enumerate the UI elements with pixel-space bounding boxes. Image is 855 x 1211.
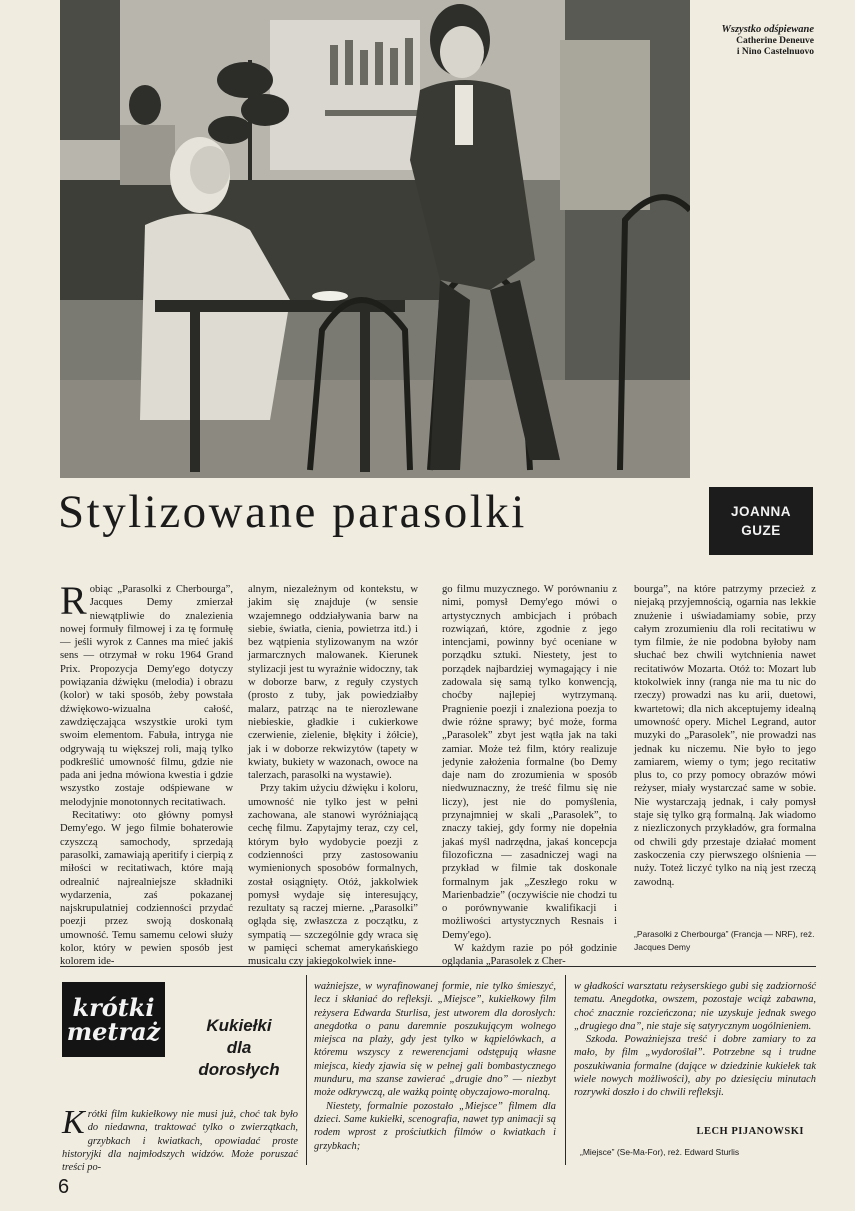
author-last-name: GUZE xyxy=(741,523,781,538)
paragraph: ważniejsze, w wyrafinowanej formie, nie tylko śmieszyć, lecz i skłaniać do refleksji. „Miejsce”, kukiełkowy film reżysera Edwarda Sturlisa, jest utworem dla dorosłych: anegdotka o panu daremnie poszukującym wolnego miejsca na plaży, gdy jest tylko w kąpielówkach, a któremu wszyscy z rewerencjami odstępują własne miejsca, kiedy zjawia się w pełnej gali bombastycznego munduru, ma szanse zawierać „drugie dno” — niezbyt może odkrywczą, ale ważką pointę obyczajowo-moralną. xyxy=(314,981,556,1099)
film-caption: „Parasolki z Cherbourga” (Francja — NRF), reż. Jacques Demy xyxy=(634,929,815,952)
logo-line: krótki xyxy=(72,992,155,1022)
subtitle-line: Kukiełki xyxy=(206,1016,272,1035)
paragraph: Niestety, formalnie pozostało „Miejsce” filmem dla dzieci. Same kukiełki, scenografia, nawet typ animacji są rodem wprost z prościutkich filmów o kwiatkach i grzybkach; xyxy=(314,1100,556,1152)
section-subtitle xyxy=(190,1015,288,1081)
column-divider xyxy=(565,975,566,1165)
page-number: 6 xyxy=(58,1176,70,1198)
drop-cap: R xyxy=(60,578,87,623)
column-divider xyxy=(306,975,307,1165)
paragraph: Szkoda. Poważniejsza treść i dobre zamiary to za mało, by film „wydoroślał”. Potrzebne są i trudne poszukiwania formalne (dające w dziedzinie kukiełek tak wiele nowych możliwości), aby po dziesięciu minutach rozrywki doszło i do chwili refleksji. xyxy=(574,1034,816,1099)
short-film-caption: „Miejsce” (Se-Ma-For), reż. Edward Sturlis xyxy=(580,1147,740,1157)
photo-caption-line: i Nino Castelnuovo xyxy=(736,46,814,57)
section-divider xyxy=(60,966,816,967)
short-column-2 xyxy=(314,980,556,1153)
author-box xyxy=(709,487,813,555)
paragraph: rótki film kukiełkowy nie musi już, choć tak było do niedawna, traktować tylko o zwierzątkach, grzybkach i kwiatkach, opowiadać proste historyjki dla najmłodszych widzów. Może poruszać treści po- xyxy=(62,1109,298,1174)
subtitle-line: dorosłych xyxy=(198,1060,280,1079)
photo-caption-title: Wszystko odśpiewane xyxy=(721,24,814,35)
paragraph: w gładkości warsztatu reżyserskiego gubi się zadziorność tematu. Anegdotka, owszem, pozostaje wciąż zabawna, choć znacznie rozcieńczona; nie uzyskuje jednak swego „drugiego dna”, nie staje się satyrycznym uogólnieniem. xyxy=(574,981,816,1032)
author-first-name: JOANNA xyxy=(730,504,791,519)
article-column-3 xyxy=(442,583,617,969)
paragraph: bourga”, na które patrzymy przecież z niejaką przyjemnością, ogarnia nas lekkie znużenie i uświadamiamy sobie, przy całym zrozumieniu dla roli recitatiwu w tym filmie, że nie podobna byłoby nam słuchać bez chwili wytchnienia nawet recitatiwów Mozarta. Otóż to: Mozart lub ktokolwiek inny (ranga nie ma tu nic do rzeczy) prowadzi nas ku arii, duetowi, kwartetowi; dla nich akceptujemy idealną umowność opery. Michel Legrand, autor muzyki do „Parasolek”, nie prowadzi nas jednak ku niczemu. Nie było to jego zamiarem, wiemy o tym; jego recitatiw plus to, co przy pomocy obrazów mówi reżyser, miały wystarczać same w sobie. Nie wystarczają jednak, i cały pomysł staje się tylko grą formalną. Jak wiadomo z niezliczonych przykładów, gra formalna od chwili gdy przestaje działać moment zaskoczenia czy pierwszego olśnienia — nuży. Toteż liczyć tylko na nią jest rzeczą zawodną. xyxy=(634,584,816,888)
article-photo xyxy=(60,0,690,478)
drop-cap: K xyxy=(62,1104,85,1141)
section-logo-krotki-metraz xyxy=(62,982,165,1057)
paragraph: go filmu muzycznego. W porównaniu z nimi, pomysł Demy'ego mówi o artystycznych ambicjach i próbach rozwiązań, które, zgodnie z jego intencjami, powinny być oceniane w porządku sztuki. Niestety, jest to porządek najbardziej wymagający i nie zadowala się samą tylko konwencją, choćby najlepiej wytrzymaną. Pragnienie poezji i znaleziona poezja to dwie różne sprawy; być może, forma „Parasolek” zbyt jest wątła jak na taki zamiar. Może też film, który realizuje jedynie założenia formalne (bo Demy daje nam do zrozumienia w sposób niedwuznaczny, że treść filmu się nie liczy), jest nie do pomyślenia, przynajmniej w skali „Parasolek”, to znaczy takiej, gdy formy nie dopełnia jakaś myśl nadrzędna, jakaś koncepcja filozoficzna — zasadniczej wagi na przykład w filmie tak doskonale formalnym jak „Zeszłego roku w Marienbadzie” (oczywiście nie chodzi tu o porównywanie kwalifikacji i możliwości artystycznych Resnais i Demy'ego). xyxy=(442,584,617,941)
paragraph: Przy takim użyciu dźwięku i koloru, umowność nie tylko jest w pełni zachowana, ale stanowi wyróżniającą cechę filmu. Zapytajmy teraz, czy cel, którym było wydobycie poezji z codzienności przy zastosowaniu wymienionych sposobów formalnych, został osiągnięty. Otóż, jakkolwiek pomysł wydaje się interesujący, rezultaty są raczej mierne. „Parasolki” ogląda się, zwłaszcza z początku, z sympatią — szczególnie gdy wraca się w pamięci schemat amerykańskiego musicalu czy jakiegokolwiek inne- xyxy=(248,783,418,968)
subtitle-line: dla xyxy=(226,1038,252,1057)
article-title: Stylizowane parasolki xyxy=(58,486,527,538)
cafe-scene-illustration xyxy=(60,0,690,478)
paragraph: alnym, niezależnym od kontekstu, w jakim się znajduje (w sensie wzajemnego oddziaływania barw na siebie, światła, cienia, powietrza itd.) i bez wątpienia stylizowanym na wzór jarmarcznych malowanek. Kierunek stylizacji jest tu wyraźnie widoczny, tak w doborze barw, z reguły czystych (prosto z tuby, jak powiedziałby malarz, patrząc na te nierozlewane niebieskie, gładkie i cukierkowe czerwienie, zielenie, błękity i żółcie), jak i w doborze rekwizytów (tapety w kwiaty, bukiety w wazonach, owoce na talerzach, parasolki na wystawie). xyxy=(248,584,418,782)
photo-caption xyxy=(696,24,814,58)
paragraph: obiąc „Parasolki z Cherbourga”, Jacques Demy zmierzał niewątpliwie do znalezienia nowej formuły filmowej i za tę formułę — jeśli wyrok z Cannes ma mieć jakiś sens — otrzymał w roku 1964 Grand Prix. Propozycja Demy'ego dotyczy powiązania dźwięku (melodia) i obrazu (kolor) w taki sposób, żeby powstała dźwiękowo-wizualna całość, zawdzięczająca wszystkie uroki tym swoim elementom. Fabuła, intryga nie odgrywają tu większej roli, mają tylko podkreślić umowność filmu, gdzie nie pada ani jedna mówiona kwestia i gdzie wszystko zostaje odśpiewane w melodyjnie monotonnych recitatiwach. xyxy=(60,584,233,808)
short-column-1 xyxy=(62,1104,298,1174)
short-author: LECH PIJANOWSKI xyxy=(696,1126,804,1137)
paragraph: Recitatiwy: oto główny pomysł Demy'ego. W jego filmie bohaterowie czyszczą samochody, sprzedają parasolki, zamawiają aperitify i cierpią z miłości w recitatiwach, które mają odrealnić najrealniejsze składniki wydarzenia, zaś pokazanej najskrupulatniej codzienności przydać poezji przez swoją doskonałą umowność. Temu samemu celowi służy kolor, który w pewien sposób jest kolorem ide- xyxy=(60,810,233,968)
photo-caption-line: Catherine Deneuve xyxy=(736,36,814,47)
article-column-1 xyxy=(60,578,233,969)
paragraph: W każdym razie po pół godzinie oglądania „Parasolek z Cher- xyxy=(442,943,617,968)
article-column-4 xyxy=(634,583,816,889)
short-column-3 xyxy=(574,980,816,1100)
logo-line: metraż xyxy=(66,1016,161,1046)
article-column-2 xyxy=(248,583,418,969)
